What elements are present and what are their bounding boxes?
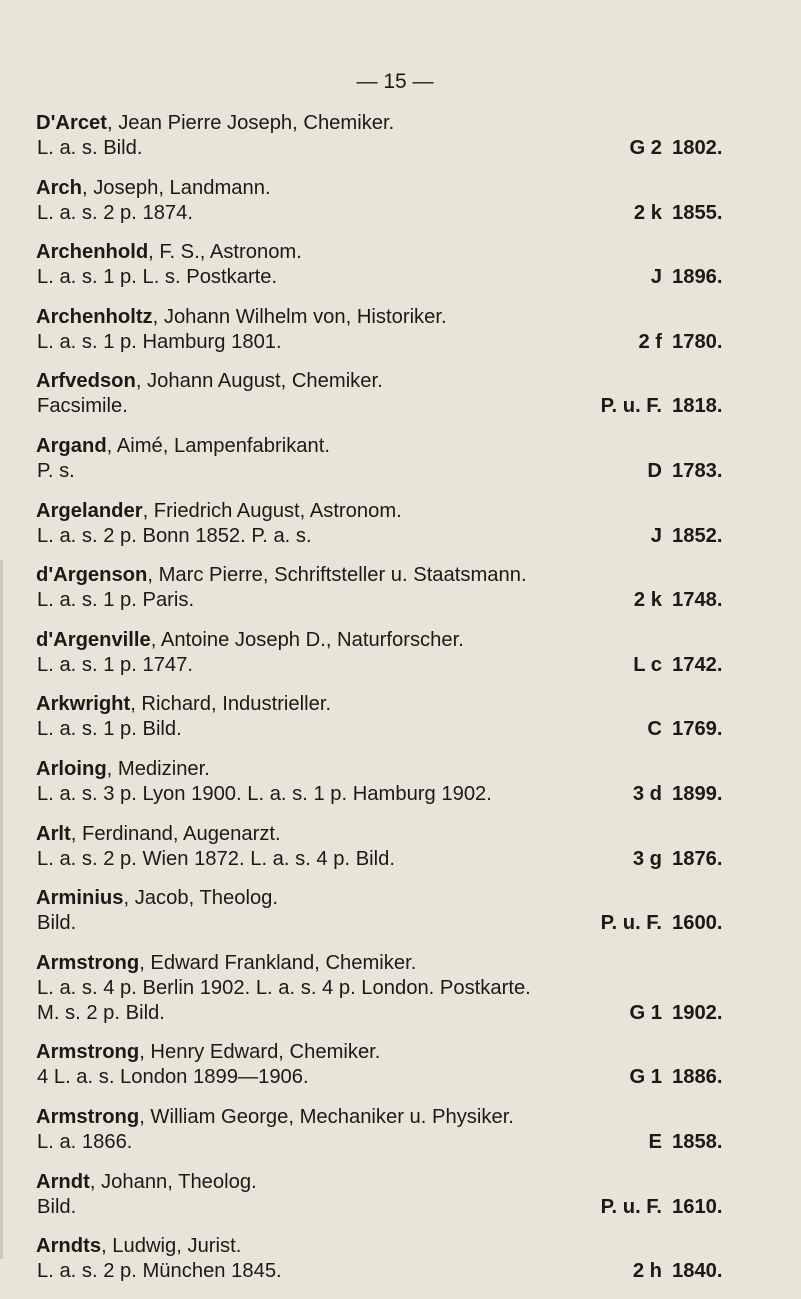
entry-year: 1855. xyxy=(672,201,723,224)
entry-description: , Johann Wilhelm von, Historiker. xyxy=(152,305,447,328)
entry-detail-line xyxy=(36,653,748,678)
entry-signature: 3 g xyxy=(632,847,662,870)
entry-signature: 2 k xyxy=(633,201,662,224)
entry-detail-text: L. a. s. 1 p. Hamburg 1801. xyxy=(37,330,282,353)
entry-detail-line xyxy=(36,1065,748,1090)
entry-detail-line xyxy=(36,265,748,290)
entry-name: Arminius xyxy=(36,887,124,910)
entry-heading xyxy=(36,692,748,717)
entry-description: , Jean Pierre Joseph, Chemiker. xyxy=(107,112,395,134)
catalog-entry xyxy=(36,240,748,290)
entry-detail-line xyxy=(36,782,748,807)
entry-name: Armstrong xyxy=(36,1105,140,1128)
entry-description: , Johann, Theolog. xyxy=(89,1170,257,1193)
entry-signature: G 2 xyxy=(629,137,662,159)
entry-description: , Ludwig, Jurist. xyxy=(101,1235,242,1258)
entry-signature: 2 k xyxy=(633,589,662,612)
entry-name: Arndt xyxy=(36,1170,90,1193)
entry-name: Arch xyxy=(36,176,82,199)
entry-detail-text: P. s. xyxy=(37,459,75,482)
entry-detail-line xyxy=(36,524,748,549)
entry-signature: J xyxy=(650,266,662,289)
entry-heading xyxy=(36,951,748,976)
entry-heading xyxy=(36,499,748,524)
entry-heading xyxy=(36,305,748,330)
entry-signature: 2 h xyxy=(632,1260,662,1283)
entry-detail-line xyxy=(36,1195,748,1220)
entry-year: 1852. xyxy=(672,524,723,547)
catalog-entry xyxy=(36,499,748,549)
entry-description: , Richard, Industrieller. xyxy=(130,693,332,716)
entry-detail-line xyxy=(36,201,748,226)
entry-heading xyxy=(36,1040,748,1065)
catalog-entry xyxy=(36,305,748,355)
entry-signature: 3 d xyxy=(632,782,662,805)
entry-heading xyxy=(36,369,748,394)
entry-year: 1780. xyxy=(672,330,723,353)
entry-detail-line xyxy=(36,911,748,936)
catalog-entry xyxy=(36,628,748,678)
entry-description: , Edward Frankland, Chemiker. xyxy=(139,951,417,974)
entry-description: , Johann August, Chemiker. xyxy=(135,370,383,393)
entry-heading xyxy=(36,822,748,847)
entry-description: , F. S., Astronom. xyxy=(148,241,302,264)
entry-heading xyxy=(36,886,748,911)
catalog-entry xyxy=(36,951,748,1026)
entry-detail-text: L. a. s. 1 p. 1747. xyxy=(37,653,193,676)
entry-signature: E xyxy=(648,1130,662,1153)
entry-heading xyxy=(36,111,748,136)
entry-year: 1769. xyxy=(672,718,723,741)
entry-name: Arlt xyxy=(36,822,71,845)
entry-detail-line xyxy=(36,717,748,742)
entry-name: d'Argenson xyxy=(36,564,148,587)
entry-description: , Joseph, Landmann. xyxy=(82,176,271,199)
entry-name: Argelander xyxy=(36,499,143,522)
catalog-entry xyxy=(36,563,748,613)
entry-description: , Ferdinand, Augenarzt. xyxy=(70,822,281,845)
entry-year: 1840. xyxy=(672,1260,723,1283)
entry-detail-text: M. s. 2 p. Bild. xyxy=(37,1001,165,1024)
catalog-entry xyxy=(36,1170,748,1220)
entry-description: , Henry Edward, Chemiker. xyxy=(139,1041,381,1064)
catalog-entry xyxy=(36,757,748,807)
entry-name: Arndts xyxy=(36,1235,102,1258)
entry-heading xyxy=(36,240,748,265)
entry-year: 1899. xyxy=(672,782,723,805)
entry-detail-line xyxy=(36,459,748,484)
entry-detail-text: L. a. s. 2 p. München 1845. xyxy=(37,1260,282,1283)
entry-detail-line xyxy=(36,588,748,613)
entry-detail-text: L. a. s. 2 p. Bonn 1852. P. a. s. xyxy=(37,524,312,547)
entry-heading xyxy=(36,1234,748,1259)
entry-detail-text: L. a. s. 2 p. 1874. xyxy=(37,201,193,224)
entry-signature: D xyxy=(647,459,662,482)
entry-list xyxy=(36,111,748,1299)
entry-year: 1783. xyxy=(672,459,723,482)
entry-year: 1902. xyxy=(672,1001,723,1024)
entry-detail-text: L. a. s. 1 p. L. s. Postkarte. xyxy=(37,266,278,289)
entry-year: 1896. xyxy=(672,266,723,289)
entry-description: , Aimé, Lampenfabrikant. xyxy=(106,434,330,457)
entry-name: d'Argenville xyxy=(36,628,151,651)
catalog-entry xyxy=(36,111,748,161)
entry-heading xyxy=(36,1170,748,1195)
entry-detail-text: Bild. xyxy=(37,912,77,935)
catalog-entry xyxy=(36,1105,748,1155)
page-edge-shadow xyxy=(0,560,3,1259)
entry-detail-text: L. a. s. 3 p. Lyon 1900. L. a. s. 1 p. Hamburg 1902. xyxy=(37,782,492,805)
entry-name: Archenholtz xyxy=(36,305,153,328)
entry-detail-line xyxy=(36,1001,748,1026)
entry-name: D'Arcet xyxy=(36,112,107,134)
catalog-entry xyxy=(36,886,748,936)
page-number: — 15 — xyxy=(356,70,434,93)
entry-year: 1818. xyxy=(672,395,723,418)
entry-year: 1802. xyxy=(672,137,723,159)
entry-detail-text: L. a. 1866. xyxy=(37,1130,133,1153)
entry-detail-line xyxy=(36,1259,748,1284)
entry-heading xyxy=(36,628,748,653)
catalog-entry xyxy=(36,1040,748,1090)
catalog-entry xyxy=(36,369,748,419)
entry-detail-line xyxy=(36,1130,748,1155)
catalog-entry xyxy=(36,1234,748,1284)
entry-detail-text: L. a. s. Bild. xyxy=(37,137,143,159)
entry-description: , Marc Pierre, Schriftsteller u. Staatsmann. xyxy=(147,564,527,587)
entry-description: , Antoine Joseph D., Naturforscher. xyxy=(150,628,464,651)
entry-detail-line xyxy=(36,847,748,872)
catalog-entry xyxy=(36,434,748,484)
entry-detail-line xyxy=(36,394,748,419)
entry-detail-text: L. a. s. 4 p. Berlin 1902. L. a. s. 4 p. London. Postkarte. xyxy=(37,976,531,999)
entry-year: 1748. xyxy=(672,589,723,612)
entry-signature: G 1 xyxy=(629,1066,662,1089)
entry-signature: P. u. F. xyxy=(600,395,662,418)
catalog-entry xyxy=(36,176,748,226)
entry-name: Armstrong xyxy=(36,951,140,974)
entry-detail-line xyxy=(36,330,748,355)
entry-name: Archenhold xyxy=(36,241,149,264)
entry-heading xyxy=(36,757,748,782)
entry-detail-text: L. a. s. 1 p. Bild. xyxy=(37,718,182,741)
entry-detail-line xyxy=(36,136,748,161)
entry-year: 1742. xyxy=(672,653,723,676)
entry-detail-text: Bild. xyxy=(37,1195,77,1218)
entry-name: Arfvedson xyxy=(36,370,136,393)
catalog-entry xyxy=(36,692,748,742)
entry-heading xyxy=(36,1105,748,1130)
entry-signature: C xyxy=(647,718,662,741)
entry-detail-text: 4 L. a. s. London 1899—1906. xyxy=(37,1066,309,1089)
entry-description: , Mediziner. xyxy=(106,757,210,780)
entry-year: 1858. xyxy=(672,1130,723,1153)
entry-name: Armstrong xyxy=(36,1041,140,1064)
entry-name: Arloing xyxy=(36,757,107,780)
entry-signature: P. u. F. xyxy=(600,1195,662,1218)
entry-description: , Jacob, Theolog. xyxy=(123,887,279,910)
entry-detail-line xyxy=(36,976,748,1001)
entry-detail-text: Facsimile. xyxy=(37,395,128,418)
entry-year: 1600. xyxy=(672,912,723,935)
entry-year: 1610. xyxy=(672,1195,723,1218)
entry-signature: P. u. F. xyxy=(600,912,662,935)
entry-detail-text: L. a. s. 2 p. Wien 1872. L. a. s. 4 p. Bild. xyxy=(37,847,395,870)
entry-name: Arkwright xyxy=(36,693,131,716)
entry-name: Argand xyxy=(36,434,107,457)
entry-heading xyxy=(36,176,748,201)
entry-year: 1876. xyxy=(672,847,723,870)
entry-heading xyxy=(36,563,748,588)
entry-signature: G 1 xyxy=(629,1001,662,1024)
entry-detail-text: L. a. s. 1 p. Paris. xyxy=(37,589,195,612)
entry-description: , Friedrich August, Astronom. xyxy=(142,499,402,522)
entry-signature: L c xyxy=(633,653,662,676)
catalog-entry xyxy=(36,822,748,872)
entry-heading xyxy=(36,434,748,459)
entry-description: , William George, Mechaniker u. Physiker. xyxy=(139,1105,514,1128)
entry-signature: J xyxy=(650,524,662,547)
entry-year: 1886. xyxy=(672,1066,723,1089)
entry-signature: 2 f xyxy=(638,330,662,353)
